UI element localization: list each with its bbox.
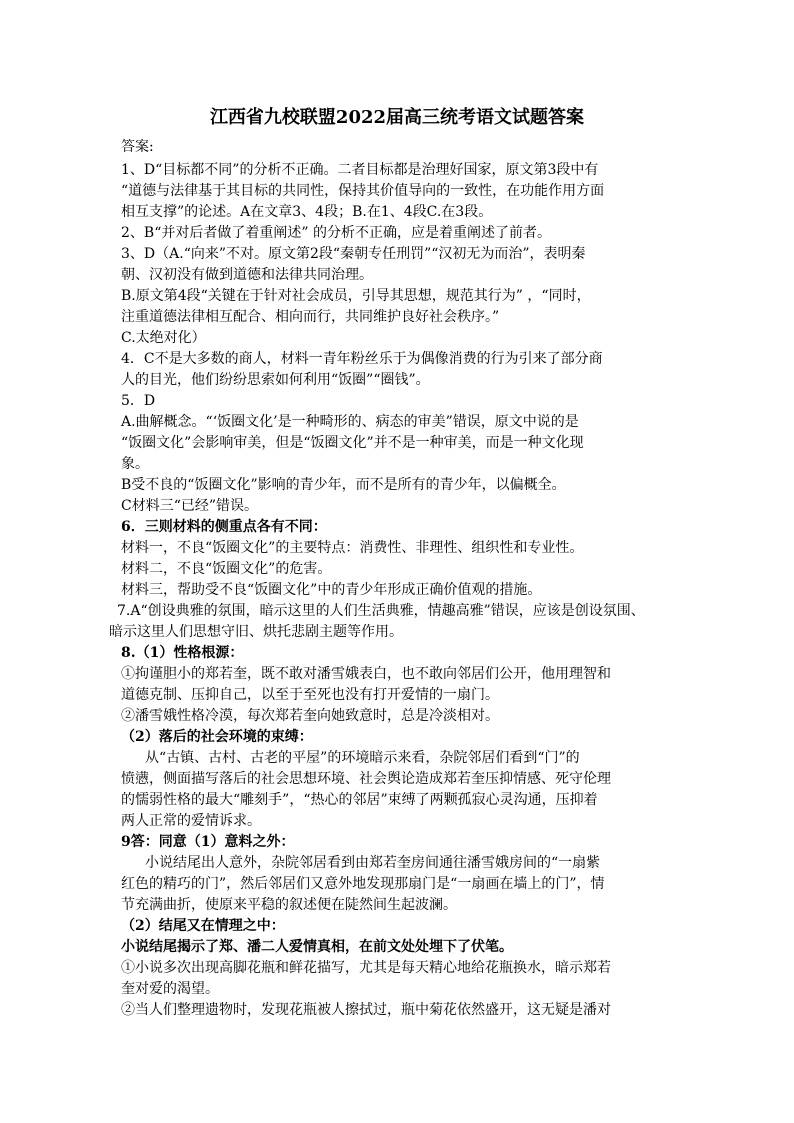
text-line: ①拘谨胆小的郑若奎，既不敢对潘雪娥表白，也不敢向邻居们公开，他用理智和 [121, 666, 611, 682]
text-line: 两人正常的爱情诉求。 [121, 813, 261, 829]
text-line: 材料三，帮助受不良“饭圈文化”中的青少年形成正确价值观的措施。 [121, 582, 542, 598]
text-line: 相互支撑”的论述。A在文章3、4段；B.在1、4段C.在3段。 [121, 204, 493, 220]
text-line: 节充满曲折，使原来平稳的叙述便在陡然间生起波澜。 [121, 897, 457, 913]
text-line: “饭圈文化”会影响审美，但是“饭圈文化”并不是一种审美，而是一种文化现 [121, 435, 584, 451]
text-line: 的懦弱性格的最大“雕刻手”，“热心的邻居”束缚了两颗孤寂心灵沟通，压抑着 [121, 792, 598, 808]
text-line: 道德克制、压抑自己，以至于至死也没有打开爱情的一扇门。 [121, 687, 499, 703]
text-line: ②潘雪娥性格冷漠，每次郑若奎向她致意时，总是冷淡相对。 [121, 708, 499, 724]
text-line: ①小说多次出现高脚花瓶和鲜花描写，尤其是每天精心地给花瓶换水，暗示郑若 [121, 960, 611, 976]
text-line: B.原文第4段“关键在于针对社会成员，引导其思想，规范其行为” ，“同时， [121, 288, 591, 304]
text-line: A.曲解概念。“‘饭圈文化’是一种畸形的、病态的审美”错误，原文中说的是 [121, 414, 579, 430]
text-line: 5．D [121, 393, 156, 409]
text-line: 红色的精巧的门”，然后邻居们又意外地发现那扇门是“一扇画在墙上的门”，情 [121, 876, 605, 892]
text-line: 小说结尾出人意外，杂院邻居看到由郑若奎房间通往潘雪娥房间的“一扇紫 [145, 855, 601, 871]
page-title: 江西省九校联盟2022届高三统考语文试题答案 [209, 107, 585, 128]
text-line: 人的目光，他们纷纷思索如何利用“饭圈”“圈钱”。 [121, 372, 430, 388]
text-line: 注重道德法律相互配合、相向而行，共同维护良好社会秩序。” [121, 309, 500, 325]
text-line: 1、D“目标都不同”的分析不正确。二者目标都是治理好国家，原文第3段中有 [121, 162, 599, 178]
text-line: 从“古镇、古村、古老的平屋”的环境暗示来看，杂院邻居们看到“门”的 [145, 750, 580, 766]
text-line: 4．C不是大多数的商人，材料一青年粉丝乐于为偶像消费的行为引来了部分商 [121, 351, 603, 367]
section-heading: 小说结尾揭示了郑、潘二人爱情真相，在前文处处埋下了伏笔。 [121, 939, 513, 955]
text-line: C.太绝对化） [121, 330, 206, 346]
text-line: 2、B“并对后者做了着重阐述” 的分析不正确，应是着重阐述了前者。 [121, 225, 551, 241]
text-line: B受不良的“饭圈文化”影响的青少年，而不是所有的青少年，以偏概全。 [121, 477, 566, 493]
text-line: 暗示这里人们思想守旧、烘托悲剧主题等作用。 [109, 624, 403, 640]
text-line: 奎对爱的渴望。 [121, 981, 219, 997]
section-heading: 9答：同意（1）意料之外： [121, 834, 295, 850]
text-line: 3、D（A.“向来”不对。原文第2段“秦朝专任刑罚”“汉初无为而治”，表明秦 [121, 246, 586, 262]
text-line: “道德与法律基于其目标的共同性，保持其价值导向的一致性，在功能作用方面 [121, 183, 605, 199]
text-line: 材料二，不良“饭圈文化”的危害。 [121, 561, 332, 577]
text-line: ②当人们整理遗物时，发现花瓶被人擦拭过，瓶中菊花依然盛开，这无疑是潘对 [121, 1002, 611, 1018]
text-line: 朝、汉初没有做到道德和法律共同治理。 [121, 267, 373, 283]
text-line: 材料一，不良“饭圈文化”的主要特点：消费性、非理性、组织性和专业性。 [121, 540, 584, 556]
section-heading: 8.（1）性格根源： [121, 645, 244, 661]
text-line: 答案: [121, 139, 154, 155]
text-line: C材料三“已经”错误。 [121, 498, 259, 514]
section-heading: （2）结尾又在情理之中： [121, 918, 285, 934]
text-line: 7.A“创设典雅的氛围，暗示这里的人们生活典雅，情趣高雅”错误，应该是创设氛围、 [117, 603, 645, 619]
section-heading: （2）落后的社会环境的束缚： [121, 729, 313, 745]
text-line: 愤懑，侧面描写落后的社会思想环境、社会舆论造成郑若奎压抑情感、死守伦理 [121, 771, 611, 787]
section-heading: 6．三则材料的侧重点各有不同： [121, 519, 327, 535]
text-line: 象。 [121, 456, 149, 472]
